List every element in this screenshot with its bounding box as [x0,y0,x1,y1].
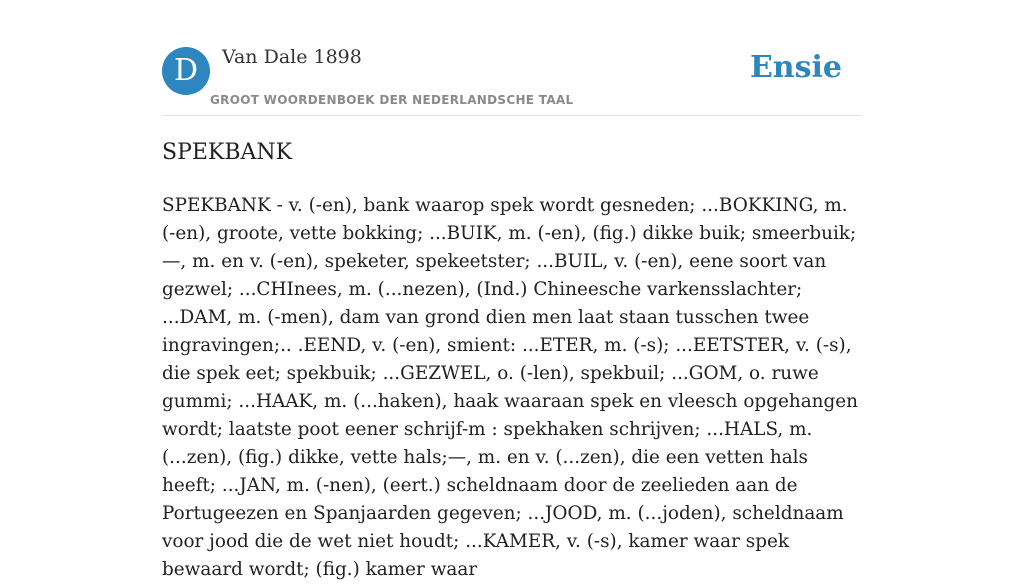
dictionary-title[interactable]: Van Dale 1898 [222,46,362,68]
entry-definition: SPEKBANK - v. (-en), bank waarop spek wordt gesneden; ...BOKKING, m. (-en), groote, vette bokking; ...BUIK, m. (-en), (fig.) dikke buik; smeerbuik; —, m. en v. (-en), speketer, spekeetster; ...BUIL, v. (-en), eene soort van gezwel; ...CHInees, m. (...nezen), (Ind.) Chineesche varkensslachter; ...DAM, m. (-men), dam van grond dien men laat staan tusschen twee ingravingen;.. .EEND, v. (-en), smient: ...ETER, m. (-s); ...EETSTER, v. (-s), die spek eet; spekbuik; ...GEZWEL, o. (-len), spekbuil; ...GOM, o. ruwe gummi; ...HAAK, m. (...haken), haak waaraan spek en vleesch opgehangen wordt; laatste poot eener schrijf-m : spekhaken schrijven; ...HALS, m. (...zen), (fig.) dikke, vette hals;—, m. en v. (...zen), die een vetten hals heeft; ...JAN, m. (-nen), (eert.) scheldnaam door de zeelieden aan de Portugeezen en Spanjaarden gegeven; ...JOOD, m. (...joden), scheldnaam voor jood die de wet niet houdt; ...KAMER, v. (-s), kamer waar spek bewaard wordt; (fig.) kamer waar [162,195,858,580]
dictionary-logo-badge[interactable]: D [162,47,210,95]
dictionary-subtitle: GROOT WOORDENBOEK DER NEDERLANDSCHE TAAL [210,93,574,107]
entry-headword: SPEKBANK [162,140,293,165]
dictionary-header [162,44,862,116]
ensie-brand-link[interactable]: Ensie [749,50,842,85]
